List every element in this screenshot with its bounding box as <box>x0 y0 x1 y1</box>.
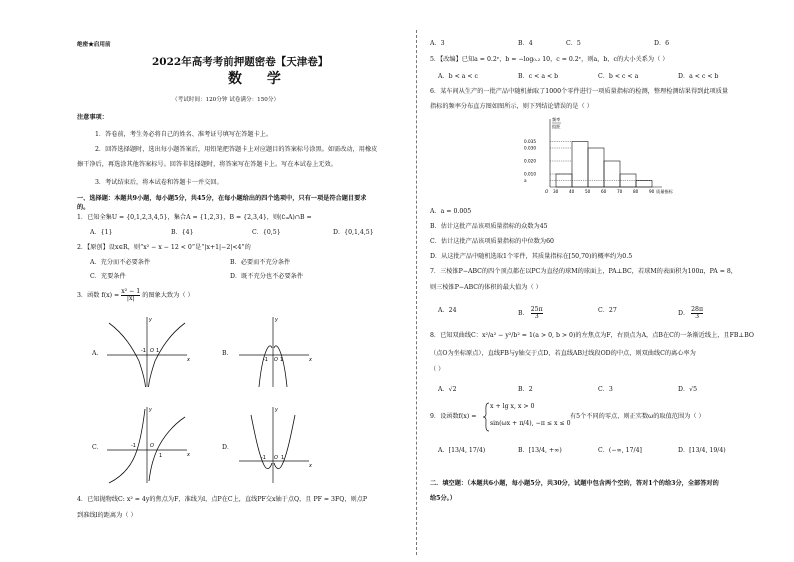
histogram-y-tick-label: 0.020 <box>524 158 536 164</box>
q7-option-b-frac <box>531 307 543 320</box>
histogram-y-tick-label: 0.010 <box>524 171 536 177</box>
graph-a-x-label: x <box>187 357 190 363</box>
q7-option-d-frac <box>691 307 703 320</box>
histogram-ylabel-top: 频率 <box>552 117 561 122</box>
section2-line1: 二．填空题：（本题共6小题，每小题5分，共30分，试题中包含两个空的，答对1个的给3分，全部答对的 <box>430 480 719 487</box>
histogram-y-tick-label: a <box>524 178 527 183</box>
q9-option-d: D．[13/4, 19/4) <box>678 447 726 454</box>
graph-b-minus-one: -1 <box>263 357 268 363</box>
section2-line2: 给5分。） <box>430 495 456 502</box>
q9-option-a: A．[13/4, 17/4) <box>438 447 486 454</box>
q8-option-b: B．2 <box>518 386 533 393</box>
graph-d-minus-one: -1 <box>261 455 266 461</box>
q8-line2: （点O为坐标原点），直线FB与y轴交于点D，若直线AB过线段OD的中点，则双曲线C的离心率为 <box>430 350 696 357</box>
section1-heading: 一、选择题：本题共9小题，每小题5分，共45分，在每小题给出的四个选项中，只有一项是符合题目要求 <box>77 195 367 202</box>
q3-label-a: A． <box>92 350 103 357</box>
q7-option-b-label: B． <box>518 310 529 317</box>
q6-line2: 指标的频率分布直方图如图所示，则下列结论错误的是（ ） <box>430 103 593 110</box>
histogram-ylabel-bottom: 组距 <box>552 124 561 129</box>
graph-a-y-label: y <box>149 317 152 323</box>
q2-stem: 2．【原创】设x∈R，则“x² − x − 12 < 0”是“|x+1|−2|<4”的 <box>77 244 251 251</box>
histogram-x-tick-label: 80 <box>633 189 639 194</box>
graph-b-origin: O <box>274 357 278 363</box>
q2-option-b: B．必要而不充分条件 <box>230 259 291 266</box>
q3-frac-num: x² − 1 <box>121 288 141 295</box>
graph-d-one: 1 <box>281 455 285 461</box>
histogram-x-tick-label: 50 <box>585 189 591 194</box>
q3-graph-d <box>237 405 312 485</box>
histogram-x-tick-label: 30 <box>553 189 559 194</box>
histogram-bar <box>572 142 588 188</box>
q5-option-c: C．b < c < a <box>598 73 639 80</box>
histogram-origin: O <box>545 189 549 194</box>
histogram-y-tick-label: 0.035 <box>524 139 536 144</box>
q3-label-d: D． <box>222 444 234 451</box>
q5-stem: 5．【改编】已知a = 0.2ᵉ，b = −log₀.₂ 10，c = 0.2ᵉ，则a，b，c的大小关系为（ ） <box>430 56 669 63</box>
graph-c-x-label: x <box>187 452 190 458</box>
subject-title: 数 学 <box>228 71 291 87</box>
q6-option-d: D．从这批产品中随机选取1个零件，其质量指标在[50,70)的概率约为0.5 <box>430 253 633 260</box>
section1-heading-cont: 的。 <box>77 204 90 211</box>
q4-line2: 到准线l的距离为（ ） <box>77 512 137 519</box>
histogram-bar <box>636 181 652 188</box>
graph-d-origin: O <box>274 455 278 461</box>
q6-option-b: B．估计这批产品该项质量指标的众数为45 <box>430 223 548 230</box>
histogram-bar <box>604 161 620 187</box>
q7-d-num: 28π <box>691 306 704 313</box>
q4-option-d: D．6 <box>654 40 670 47</box>
histogram-x-tick-label: 40 <box>569 189 575 194</box>
q5-option-b: B．c < a < b <box>518 73 559 80</box>
q3-frac-den: |x| <box>126 295 135 302</box>
exam-info: （考试时间：120分钟 试卷满分：150分） <box>172 97 280 103</box>
graph-c-minus-one: -1 <box>131 443 136 449</box>
q3-stem <box>77 289 194 302</box>
notice-item-2-cont: 擦干净后，再选涂其他答案标号。回答非选择题时，将答案写在答题卡上。写在本试卷上无效。 <box>77 161 337 168</box>
q4-option-a: A．3 <box>430 40 445 47</box>
q7-option-d <box>678 307 703 320</box>
q7-line2: 则三棱锥P−ABC的体积的最大值为（ ） <box>430 284 542 291</box>
q7-option-a: A．24 <box>438 307 457 314</box>
q3-label-b: B． <box>222 350 233 357</box>
q9-case1: x + lg x, x > 0 <box>490 403 535 410</box>
secret-label: 绝密★启用前 <box>77 42 111 48</box>
notice-heading: 注意事项： <box>77 114 108 121</box>
histogram-bar <box>588 148 604 187</box>
q8-option-a: A．√2 <box>438 386 457 393</box>
q5-option-a: A．b < a < c <box>438 73 479 80</box>
q7-d-den: 3 <box>695 313 700 320</box>
q3-stem-pre: 3．函数 <box>77 292 100 299</box>
notice-item-1: 1．答卷前，考生务必将自己的姓名、准考证号填写在答题卡上。 <box>95 131 273 138</box>
graph-a-origin: O <box>150 348 154 354</box>
q9-pre: 9．设函数f(x) = <box>430 413 477 420</box>
graph-b-y-label: y <box>275 317 278 323</box>
notice-item-3: 3．考试结束后，将本试卷和答题卡一并交回。 <box>95 179 223 186</box>
q3-graph-b <box>237 315 312 390</box>
graph-d-y-label: y <box>275 407 278 413</box>
notice-item-2: 2．回答选择题时，选出每小题答案后，用铅笔把答题卡上对应题目的答案标号涂黑。如需改动，用橡皮 <box>95 146 378 153</box>
right-column <box>422 0 794 562</box>
q6-histogram <box>522 115 673 205</box>
q3-stem-post: 的图象大致为（ ） <box>142 292 194 299</box>
histogram-y-tick-label: 0.030 <box>524 145 536 151</box>
q6-line1: 6．某车间从生产的一批产品中随机抽取了1000个零件进行一项质量指标的检测，整理检测结果得到此项质量 <box>430 88 729 95</box>
q9-option-b: B．[13/4, +∞) <box>518 447 562 454</box>
q1-stem: 1．已知全集U = {0,1,2,3,4,5}，集合A = {1,2,3}，B = {2,3,4}，则(∁ᵤA)∩B = <box>77 214 312 221</box>
graph-b-x-label: x <box>309 357 312 363</box>
graph-a-minus-one: -1 <box>141 348 146 354</box>
q6-option-c: C．估计这批产品该项质量指标的中位数为60 <box>430 238 554 245</box>
q3-func: f(x) = <box>101 292 120 299</box>
graph-c-one: 1 <box>159 453 163 459</box>
q1-option-b: B．{4} <box>171 229 194 236</box>
q7-b-num: 25π <box>530 306 543 313</box>
q6-option-a: A．a = 0.005 <box>430 208 472 215</box>
q8-option-c: C．3 <box>598 386 613 393</box>
graph-b-one: 1 <box>280 357 284 363</box>
q3-label-c: C． <box>92 444 103 451</box>
graph-a-one: 1 <box>156 348 160 354</box>
graph-c-y-label: y <box>149 407 152 413</box>
q8-line1: 8．已知双曲线C：x²/a² − y²/b² = 1(a > 0, b > 0)的左焦点为F，右顶点为A，点B在C的一条渐近线上，且FB⊥BO <box>430 332 754 339</box>
q8-line3: （ ） <box>430 366 445 373</box>
q7-option-c: C．27 <box>598 307 617 314</box>
q4-option-c: C．5 <box>566 40 581 47</box>
q3-graph-a <box>105 315 190 390</box>
q8-option-d: D．√5 <box>678 386 698 393</box>
q1-option-c: C．{0,5} <box>252 229 281 236</box>
graph-d-x-label: x <box>309 463 312 469</box>
q7-option-d-label: D． <box>678 310 690 317</box>
q4-line1: 4．已知抛物线C: x² = 4y的焦点为F，准线为l，点P在C上，直线PF交x轴于点Q，且 PF = 3FQ，则点P <box>77 496 368 503</box>
graph-c-origin: O <box>150 443 154 449</box>
histogram-x-tick-label: 70 <box>617 189 623 194</box>
q2-option-a: A．充分而不必要条件 <box>90 259 151 266</box>
q1-option-a: A．{1} <box>90 229 113 236</box>
q7-option-b <box>518 307 543 320</box>
q2-option-d: D．既不充分也不必要条件 <box>230 273 304 280</box>
q2-option-c: C．充要条件 <box>90 273 126 280</box>
histogram-xlabel: 质量指标 <box>656 189 673 194</box>
column-divider <box>416 30 417 555</box>
q4-option-b: B．4 <box>518 40 533 47</box>
q3-graph-c <box>105 405 190 485</box>
q7-line1: 7．三棱锥P−ABC的四个顶点都在以PC为直径的球M的球面上，PA⊥BC，若球M的表面积为100π，PA = 8， <box>430 268 737 275</box>
q1-option-d: D．{0,1,4,5} <box>333 229 374 236</box>
q7-b-den: 3 <box>534 313 539 320</box>
q9-option-c: C．(−∞, 17/4] <box>598 447 642 454</box>
histogram-x-tick-label: 60 <box>601 189 607 194</box>
q9-case2: sin(ωx + π/4), −π ≤ x ≤ 0 <box>490 420 571 427</box>
q9-brace <box>482 402 490 432</box>
q5-option-d: D．a < c < b <box>678 73 719 80</box>
q3-fraction <box>121 289 140 302</box>
q9-post: 有5个不同的零点，则正实数ω的取值范围为（ ） <box>570 413 705 420</box>
exam-title: 2022年高考考前押题密卷【天津卷】 <box>152 56 329 68</box>
histogram-x-tick-label: 90 <box>649 189 655 194</box>
